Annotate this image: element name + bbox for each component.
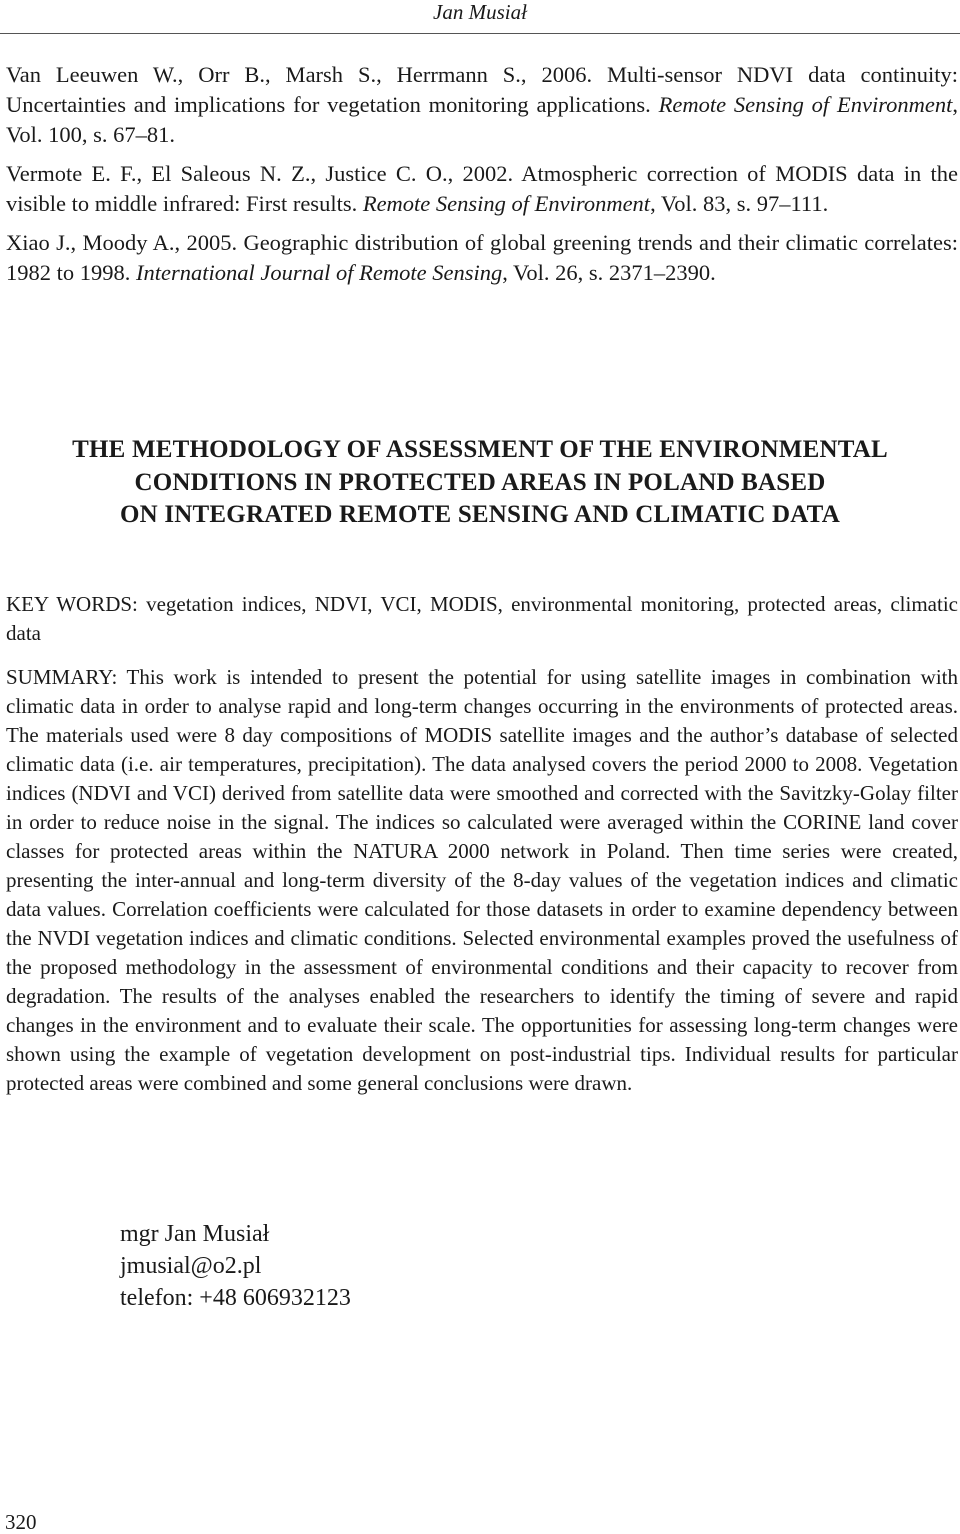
author-email: jmusial@o2.pl — [120, 1253, 262, 1279]
author-name: mgr Jan Musiał — [120, 1221, 270, 1247]
author-phone: telefon: +48 606932123 — [120, 1285, 351, 1311]
reference-journal: Remote Sensing of Environment — [658, 92, 953, 117]
article-title-line: ON INTEGRATED REMOTE SENSING AND CLIMATIC DATA — [120, 501, 840, 528]
reference-item — [6, 60, 958, 150]
abstract — [6, 590, 958, 1113]
article-title — [0, 434, 960, 532]
reference-details: , Vol. 100, s. 67–81. — [6, 92, 958, 147]
article-title-line: CONDITIONS IN PROTECTED AREAS IN POLAND BASED — [134, 468, 826, 496]
reference-text: Xiao J., Moody A., 2005. Geographic distribution of global greening trends and their climatic correlates: 1982 to 1998. — [6, 230, 958, 285]
reference-journal: International Journal of Remote Sensing — [136, 260, 503, 285]
reference-item — [6, 228, 958, 288]
page-number: 320 — [5, 1510, 37, 1534]
reference-text: Van Leeuwen W., Orr B., Marsh S., Herrmann S., 2006. Multi-sensor NDVI data continuity: Uncertainties and implications for vegetation monitoring applications. — [6, 62, 958, 117]
reference-text: Vermote E. F., El Saleous N. Z., Justice C. O., 2002. Atmospheric correction of MODIS data in the visible to middle infrared: First results. — [6, 161, 958, 216]
author-info — [120, 1218, 351, 1314]
reference-details: , Vol. 83, s. 97–111. — [650, 191, 829, 216]
summary: SUMMARY: This work is intended to present the potential for using satellite images in combination with climatic data in order to analyse rapid and long-term changes occurring in the environments of protected areas. The materials used were 8 day compositions of MODIS satellite images and the author’s database of selected climatic data (i.e. air temperatures, precipitation). The data analysed covers the period 2000 to 2008. Vegetation indices (NDVI and VCI) derived from satellite data were smoothed and corrected with the Savitzky-Golay filter in order to reduce noise in the signal. The indices so calculated were averaged within the CORINE land cover classes for protected areas within the NATURA 2000 network in Poland. Then time series were created, presenting the inter-annual and long-term diversity of the 8-day values of the vegetation indices and climatic data values. Correlation coefficients were calculated for those datasets in order to examine dependency between the NVDI vegetation indices and climatic conditions. Selected environmental examples proved the usefulness of the proposed methodology in the assessment of environmental conditions and their capacity to recover from degradation. The results of the analyses enabled the researchers to identify the timing of severe and rapid changes in the environment and to evaluate their scale. The opportunities for assessing long-term changes were shown using the example of vegetation development on post-industrial tips. Individual results for particular protected areas were combined and some general conclusions were drawn. — [6, 665, 958, 1095]
reference-item — [6, 159, 958, 219]
reference-journal: Remote Sensing of Environment — [362, 191, 651, 216]
article-title-line: THE METHODOLOGY OF ASSESSMENT OF THE ENVIRONMENTAL — [72, 436, 888, 463]
header-rule — [0, 33, 960, 34]
reference-details: , Vol. 26, s. 2371–2390. — [502, 260, 716, 285]
keywords: KEY WORDS: vegetation indices, NDVI, VCI, MODIS, environmental monitoring, protected areas, climatic data — [6, 592, 958, 645]
reference-list — [6, 60, 958, 297]
running-head: Jan Musiał — [433, 0, 527, 24]
